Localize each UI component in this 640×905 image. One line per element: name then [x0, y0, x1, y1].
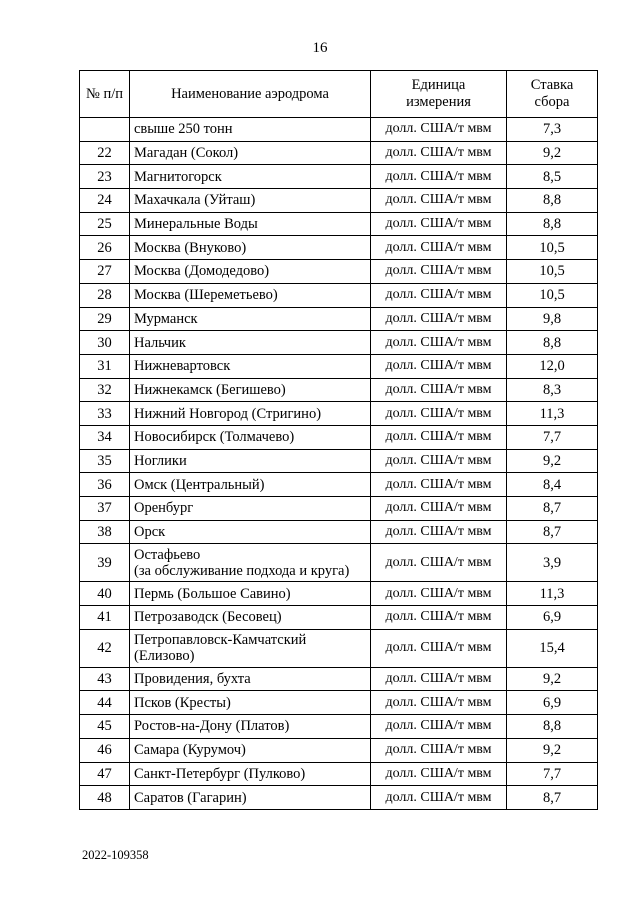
airport-name: Провидения, бухта: [130, 667, 371, 691]
row-number: 36: [80, 473, 130, 497]
rate-cell: 6,9: [507, 606, 598, 630]
unit-cell: долл. США/т мвм: [371, 544, 507, 582]
table-row: [80, 283, 598, 307]
rate-cell: 11,3: [507, 402, 598, 426]
unit-cell: долл. США/т мвм: [371, 307, 507, 331]
rate-cell: 7,7: [507, 762, 598, 786]
header-unit: Единица измерения: [371, 71, 507, 118]
unit-cell: долл. США/т мвм: [371, 165, 507, 189]
unit-cell: долл. США/т мвм: [371, 236, 507, 260]
rate-cell: 8,8: [507, 715, 598, 739]
row-number: 27: [80, 260, 130, 284]
row-number: 39: [80, 544, 130, 582]
rate-cell: 7,7: [507, 425, 598, 449]
rate-cell: 9,2: [507, 449, 598, 473]
row-number: 37: [80, 497, 130, 521]
airport-name: Саратов (Гагарин): [130, 786, 371, 810]
table-row: [80, 165, 598, 189]
airport-name: Санкт-Петербург (Пулково): [130, 762, 371, 786]
header-rate: Ставка сбора: [507, 71, 598, 118]
airport-name: Москва (Внуково): [130, 236, 371, 260]
table-row: [80, 786, 598, 810]
header-name: Наименование аэродрома: [130, 71, 371, 118]
row-number: 42: [80, 629, 130, 667]
rate-cell: 9,2: [507, 141, 598, 165]
unit-cell: долл. США/т мвм: [371, 520, 507, 544]
row-number: 48: [80, 786, 130, 810]
unit-cell: долл. США/т мвм: [371, 354, 507, 378]
row-number: 23: [80, 165, 130, 189]
rate-cell: 8,8: [507, 212, 598, 236]
unit-cell: долл. США/т мвм: [371, 283, 507, 307]
unit-cell: долл. США/т мвм: [371, 402, 507, 426]
airport-name: Нижневартовск: [130, 354, 371, 378]
table-row: [80, 212, 598, 236]
airport-name: Омск (Центральный): [130, 473, 371, 497]
unit-cell: долл. США/т мвм: [371, 715, 507, 739]
row-number: 24: [80, 189, 130, 213]
row-number: 45: [80, 715, 130, 739]
unit-cell: долл. США/т мвм: [371, 141, 507, 165]
row-number: 31: [80, 354, 130, 378]
unit-cell: долл. США/т мвм: [371, 260, 507, 284]
unit-cell: долл. США/т мвм: [371, 667, 507, 691]
table-row: [80, 582, 598, 606]
rate-cell: 8,7: [507, 786, 598, 810]
rate-cell: 8,7: [507, 520, 598, 544]
table-row: [80, 402, 598, 426]
rate-cell: 10,5: [507, 260, 598, 284]
row-number: 46: [80, 738, 130, 762]
table-row: [80, 667, 598, 691]
airport-name: Москва (Шереметьево): [130, 283, 371, 307]
table-row: [80, 606, 598, 630]
rate-cell: 9,2: [507, 738, 598, 762]
airport-name: Ростов-на-Дону (Платов): [130, 715, 371, 739]
table-row: [80, 260, 598, 284]
header-num: № п/п: [80, 71, 130, 118]
table-row: [80, 449, 598, 473]
unit-cell: долл. США/т мвм: [371, 691, 507, 715]
table-row: [80, 520, 598, 544]
table-header: [80, 71, 598, 118]
table-row: [80, 141, 598, 165]
table-body: [80, 118, 598, 810]
airport-name: Мурманск: [130, 307, 371, 331]
unit-cell: долл. США/т мвм: [371, 425, 507, 449]
unit-cell: долл. США/т мвм: [371, 629, 507, 667]
row-number: 32: [80, 378, 130, 402]
rate-cell: 9,8: [507, 307, 598, 331]
unit-cell: долл. США/т мвм: [371, 331, 507, 355]
row-number: 35: [80, 449, 130, 473]
airport-name: Петрозаводск (Бесовец): [130, 606, 371, 630]
row-number: 30: [80, 331, 130, 355]
header-row: [80, 71, 598, 118]
row-number: 29: [80, 307, 130, 331]
unit-cell: долл. США/т мвм: [371, 738, 507, 762]
row-number: 44: [80, 691, 130, 715]
unit-cell: долл. США/т мвм: [371, 212, 507, 236]
airport-name: Самара (Курумоч): [130, 738, 371, 762]
rate-cell: 7,3: [507, 118, 598, 142]
rate-cell: 10,5: [507, 283, 598, 307]
rate-cell: 8,4: [507, 473, 598, 497]
airport-name: Москва (Домодедово): [130, 260, 371, 284]
airport-name: Магадан (Сокол): [130, 141, 371, 165]
table-row: [80, 629, 598, 667]
row-number: [80, 118, 130, 142]
table-row: [80, 497, 598, 521]
unit-cell: долл. США/т мвм: [371, 497, 507, 521]
rate-cell: 8,8: [507, 189, 598, 213]
rate-cell: 8,7: [507, 497, 598, 521]
airport-name: свыше 250 тонн: [130, 118, 371, 142]
airport-name: Нижний Новгород (Стригино): [130, 402, 371, 426]
rate-cell: 10,5: [507, 236, 598, 260]
airport-name: Псков (Кресты): [130, 691, 371, 715]
rate-cell: 8,8: [507, 331, 598, 355]
unit-cell: долл. США/т мвм: [371, 473, 507, 497]
rate-cell: 6,9: [507, 691, 598, 715]
table-row: [80, 236, 598, 260]
table-row: [80, 189, 598, 213]
table-row: [80, 544, 598, 582]
rate-cell: 15,4: [507, 629, 598, 667]
table-row: [80, 307, 598, 331]
row-number: 41: [80, 606, 130, 630]
airport-name: Пермь (Большое Савино): [130, 582, 371, 606]
airport-name: Остафьево (за обслуживание подхода и круга): [130, 544, 371, 582]
airport-name: Магнитогорск: [130, 165, 371, 189]
unit-cell: долл. США/т мвм: [371, 378, 507, 402]
table-row: [80, 378, 598, 402]
row-number: 43: [80, 667, 130, 691]
unit-cell: долл. США/т мвм: [371, 762, 507, 786]
table-row: [80, 691, 598, 715]
row-number: 26: [80, 236, 130, 260]
airport-name: Нальчик: [130, 331, 371, 355]
rate-cell: 8,5: [507, 165, 598, 189]
table-row: [80, 354, 598, 378]
table-row: [80, 762, 598, 786]
unit-cell: долл. США/т мвм: [371, 118, 507, 142]
airport-name: Махачкала (Уйташ): [130, 189, 371, 213]
row-number: 22: [80, 141, 130, 165]
airport-name: Петропавловск-Камчатский (Елизово): [130, 629, 371, 667]
unit-cell: долл. США/т мвм: [371, 582, 507, 606]
airport-name: Новосибирск (Толмачево): [130, 425, 371, 449]
row-number: 38: [80, 520, 130, 544]
table-row: [80, 425, 598, 449]
page-number: 16: [312, 40, 328, 56]
rate-cell: 12,0: [507, 354, 598, 378]
unit-cell: долл. США/т мвм: [371, 786, 507, 810]
rate-cell: 3,9: [507, 544, 598, 582]
airport-name: Нижнекамск (Бегишево): [130, 378, 371, 402]
rate-cell: 11,3: [507, 582, 598, 606]
row-number: 34: [80, 425, 130, 449]
unit-cell: долл. США/т мвм: [371, 606, 507, 630]
row-number: 40: [80, 582, 130, 606]
airport-name: Ноглики: [130, 449, 371, 473]
unit-cell: долл. США/т мвм: [371, 189, 507, 213]
unit-cell: долл. США/т мвм: [371, 449, 507, 473]
airport-name: Орск: [130, 520, 371, 544]
table-row: [80, 118, 598, 142]
airport-rates-table: [79, 70, 598, 810]
rate-cell: 8,3: [507, 378, 598, 402]
airport-name: Оренбург: [130, 497, 371, 521]
table-row: [80, 715, 598, 739]
row-number: 33: [80, 402, 130, 426]
row-number: 47: [80, 762, 130, 786]
table-row: [80, 738, 598, 762]
table-row: [80, 331, 598, 355]
row-number: 25: [80, 212, 130, 236]
rate-cell: 9,2: [507, 667, 598, 691]
document-id: 2022-109358: [82, 848, 149, 862]
airport-name: Минеральные Воды: [130, 212, 371, 236]
row-number: 28: [80, 283, 130, 307]
table-row: [80, 473, 598, 497]
